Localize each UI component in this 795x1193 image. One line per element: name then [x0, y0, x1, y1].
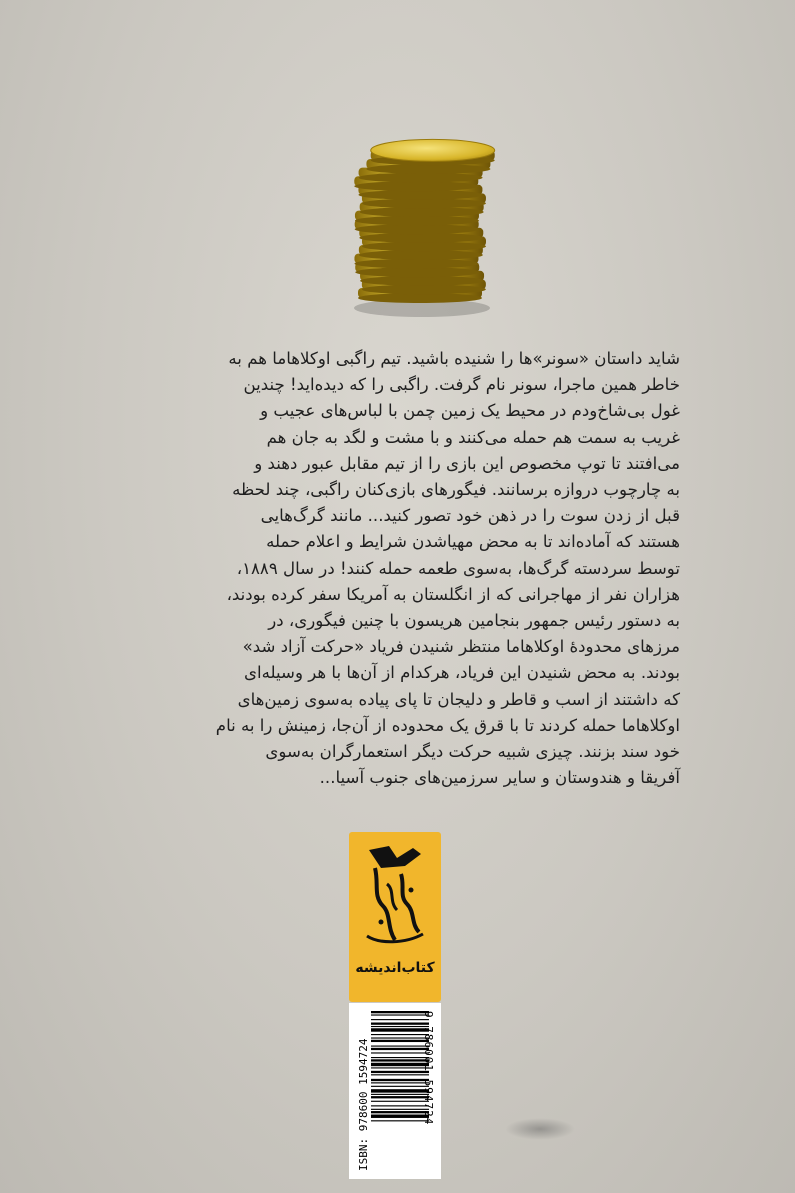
blurb-line: اوکلاهاما حمله کردند تا با قرق یک محدوده از آن‌جا، زمینش را به نام	[215, 715, 680, 735]
barcode-bar	[371, 1094, 429, 1095]
barcode-bar	[371, 1086, 429, 1087]
coin-top	[371, 139, 495, 161]
blurb-line: غول بی‌شاخ‌ودم در محیط یک زمین چمن با لباس‌های عجیب و	[260, 401, 680, 421]
publisher-name: کتاب‌اندیشه	[355, 960, 435, 976]
coin-rim	[359, 233, 483, 243]
barcode-bar	[371, 1040, 429, 1042]
coin-rim	[358, 293, 482, 303]
coin-rim	[359, 250, 483, 260]
barcode-bar	[371, 1079, 429, 1081]
barcode-bar	[371, 1067, 429, 1068]
barcode-bar	[371, 1063, 429, 1066]
blurb-line: قبل از زدن سوت را در ذهن خود تصور کنید... مانند گرگ‌هایی	[260, 506, 680, 526]
barcode-bar	[371, 1034, 429, 1035]
coin-rim	[362, 241, 486, 251]
blurb-line: مرزهای محدودهٔ اوکلاهاما منتظر شنیدن فریاد «حرکت آزاد شد»	[242, 637, 680, 657]
barcode-bar	[371, 1109, 429, 1110]
barcode-bar	[371, 1023, 429, 1025]
blurb-line: بودند. به محض شنیدن این فریاد، هرکدام از آن‌ها با هر وسیله‌ای	[244, 663, 680, 683]
coin-rim	[354, 181, 478, 191]
blurb-line: غریب به سمت هم حمله می‌کنند و با مشت و لگد به جان هم	[266, 427, 680, 447]
publisher-badge	[349, 832, 441, 1002]
coin-rim	[355, 224, 479, 234]
barcode-bar	[371, 1052, 429, 1053]
barcode-bar	[371, 1096, 429, 1098]
barcode-bar	[371, 1115, 429, 1118]
barcode-bar	[371, 1111, 429, 1113]
barcode-bar	[371, 1028, 429, 1031]
barcode-bar	[371, 1011, 429, 1013]
coin-rim	[354, 259, 478, 269]
blurb-line: خود سند بزنند. چیزی شبیه حرکت دیگر استعمارگران به‌سوی	[265, 742, 680, 762]
barcode-bar	[371, 1089, 429, 1092]
barcode-bar	[371, 1014, 429, 1015]
barcode-bar	[371, 1046, 429, 1047]
barcode-bar	[371, 1071, 429, 1073]
isbn-barcode	[349, 1003, 441, 1179]
blurb-line: هستند که آماده‌اند تا به محض مهیاشدن شرایط و اعلام حمله	[266, 532, 680, 552]
coin-rim	[360, 207, 484, 217]
publisher-logo-icon	[361, 844, 429, 949]
barcode-bar	[371, 1105, 429, 1106]
blurb-line: به دستور رئیس جمهور بنجامین هریسون با چنین فیگوری، در	[268, 611, 680, 631]
cover-smudge	[505, 1118, 575, 1140]
barcode-bar	[371, 1037, 429, 1038]
blurb-line: آفریقا و هندوستان و سایر سرزمین‌های جنوب آسیا...	[319, 768, 680, 788]
barcode-digits: 9 786001 594724	[422, 1011, 435, 1126]
barcode-bar	[371, 1057, 429, 1058]
coin-rim	[366, 164, 490, 174]
coin-rim	[362, 198, 486, 208]
blurb-line: هزاران نفر از مهاجرانی که از انگلستان به آمریکا سفر کرده بودند،	[226, 584, 680, 604]
coin-rim	[359, 173, 483, 183]
blurb-line: می‌افتند تا توپ مخصوص این بازی را از تیم مقابل عبور دهند و	[254, 453, 680, 473]
blurb-line: به چارچوب دروازه برسانند. فیگورهای بازی‌کنان راگبی، چند لحظه	[232, 480, 680, 500]
blurb-line: شاید داستان «سونر»ها را شنیده باشید. تیم راگبی اوکلاهاما هم به	[228, 349, 680, 368]
gold-coin-stack-icon	[340, 130, 500, 320]
barcode-bar	[371, 1101, 429, 1102]
coin-rim	[360, 276, 484, 286]
blurb-line: که داشتند از اسب و قاطر و دلیجان تا پای پیاده به‌سوی زمین‌های	[237, 689, 680, 709]
barcode-bar	[371, 1074, 429, 1075]
coin-rim	[355, 216, 479, 226]
isbn-label: ISBN: 978600 1594724	[357, 1038, 370, 1171]
coin-rim	[358, 190, 482, 200]
barcode-bar	[371, 1059, 429, 1061]
barcode-bar	[371, 1048, 429, 1050]
barcode-bar	[371, 1120, 429, 1121]
barcode-bar	[371, 1019, 429, 1020]
coin-rim	[355, 267, 479, 277]
coin-rim	[362, 284, 486, 294]
blurb-line: توسط سردسته گرگ‌ها، به‌سوی طعمه حمله کنند! در سال ۱۸۸۹،	[236, 558, 680, 578]
back-cover-blurb	[120, 346, 680, 791]
barcode-bar	[371, 1026, 429, 1027]
blurb-line: خاطر همین ماجرا، سونر نام گرفت. راگبی را که دیده‌اید! چندین	[243, 375, 680, 395]
barcode-bar	[371, 1082, 429, 1083]
